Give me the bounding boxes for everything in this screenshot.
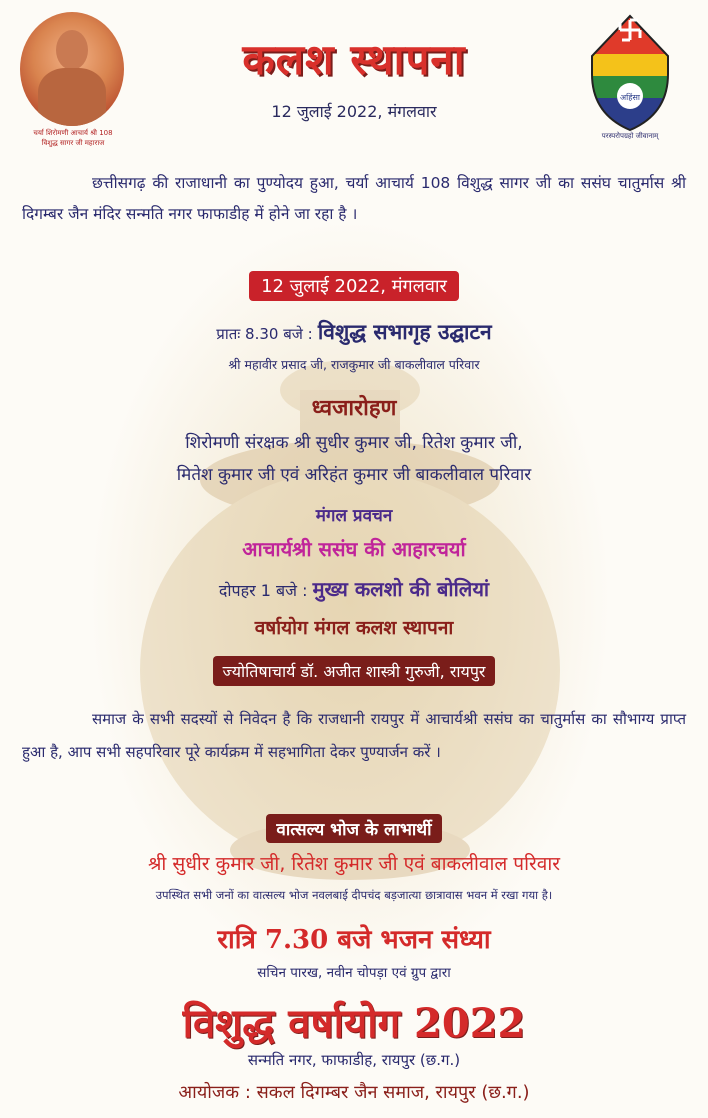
morning-time: प्रातः 8.30 बजे : <box>216 325 313 343</box>
emblem-caption: परस्परोपग्रहो जीवानाम् <box>601 132 659 140</box>
flag-hosts-line2: मितेश कुमार जी एवं अरिहंत कुमार जी बाकलीवाल परिवार <box>176 465 532 485</box>
request-text: समाज के सभी सदस्यों से निवेदन है कि राजधानी रायपुर में आचार्यश्री ससंघ का चातुर्मास का सौभाग्य प्राप्त हुआ है, आप सभी सहपरिवार पूरे कार्यक्रम में सहभागिता देकर पुण्यार्जन करें । <box>22 710 686 761</box>
bhoj-badge-row <box>0 814 708 843</box>
footer-title: विशुद्ध वर्षायोग 2022 <box>182 1000 526 1047</box>
bhajan-title: रात्रि 7.30 बजे भजन संध्या <box>217 925 491 955</box>
intro-text: छत्तीसगढ़ की राजाधानी का पुण्योदय हुआ, चर्या आचार्य 108 विशुद्ध सागर जी का ससंघ चातुर्मास श्री दिगम्बर जैन मंदिर सन्मति नगर फाफाडीह में होने जा रहा है । <box>22 174 686 223</box>
kalash-sthapana-title: वर्षायोग मंगल कलश स्थापना <box>254 617 454 639</box>
bhoj-venue: उपस्थित सभी जनों का वात्सल्य भोज नवलबाई दीपचंद बड़जात्या छात्रावास भवन में रखा गया है। <box>155 888 553 902</box>
astrologer-badge: ज्योतिषाचार्य डॉ. अजीत शास्त्री गुरुजी, रायपुर <box>213 656 496 686</box>
morning-hosts: श्री महावीर प्रसाद जी, राजकुमार जी बाकलीवाल परिवार <box>228 357 480 372</box>
morning-event: विशुद्ध सभागृह उद्घाटन <box>317 319 492 344</box>
bhoj-badge: वात्सल्य भोज के लाभार्थी <box>266 814 441 843</box>
photo-caption: चर्या शिरोमणी आचार्य श्री 108 विशुद्ध सागर जी महाराज <box>33 129 113 147</box>
flag-title: ध्वजारोहण <box>311 395 397 421</box>
flag-hosts-line1: शिरोमणी संरक्षक श्री सुधीर कुमार जी, रितेश कुमार जी, <box>185 433 523 453</box>
page-title: कलश स्थापना <box>242 35 466 84</box>
footer-address: सन्मति नगर, फाफाडीह, रायपुर (छ.ग.) <box>247 1051 461 1069</box>
aahar-title: आचार्यश्री ससंघ की आहारचर्या <box>242 537 466 561</box>
svg-text:अहिंसा: अहिंसा <box>620 93 640 102</box>
astrologer-row <box>0 656 708 686</box>
bhajan-by: सचिन पारख, नवीन चोपड़ा एवं ग्रुप द्वारा <box>257 965 451 981</box>
header-date: 12 जुलाई 2022, मंगलवार <box>271 102 437 121</box>
afternoon-event: मुख्य कलशो की बोलियां <box>312 577 490 601</box>
morning-event-row <box>0 318 708 346</box>
footer-organizer: आयोजक : सकल दिगम्बर जैन समाज, रायपुर (छ.ग.) <box>178 1082 530 1103</box>
date-badge-row <box>0 271 708 301</box>
afternoon-event-row <box>0 575 708 602</box>
afternoon-time: दोपहर 1 बजे : <box>218 581 308 600</box>
sermon-title: मंगल प्रवचन <box>315 506 393 526</box>
bhoj-hosts: श्री सुधीर कुमार जी, रितेश कुमार जी एवं बाकलीवाल परिवार <box>147 853 561 875</box>
date-badge: 12 जुलाई 2022, मंगलवार <box>249 271 459 301</box>
